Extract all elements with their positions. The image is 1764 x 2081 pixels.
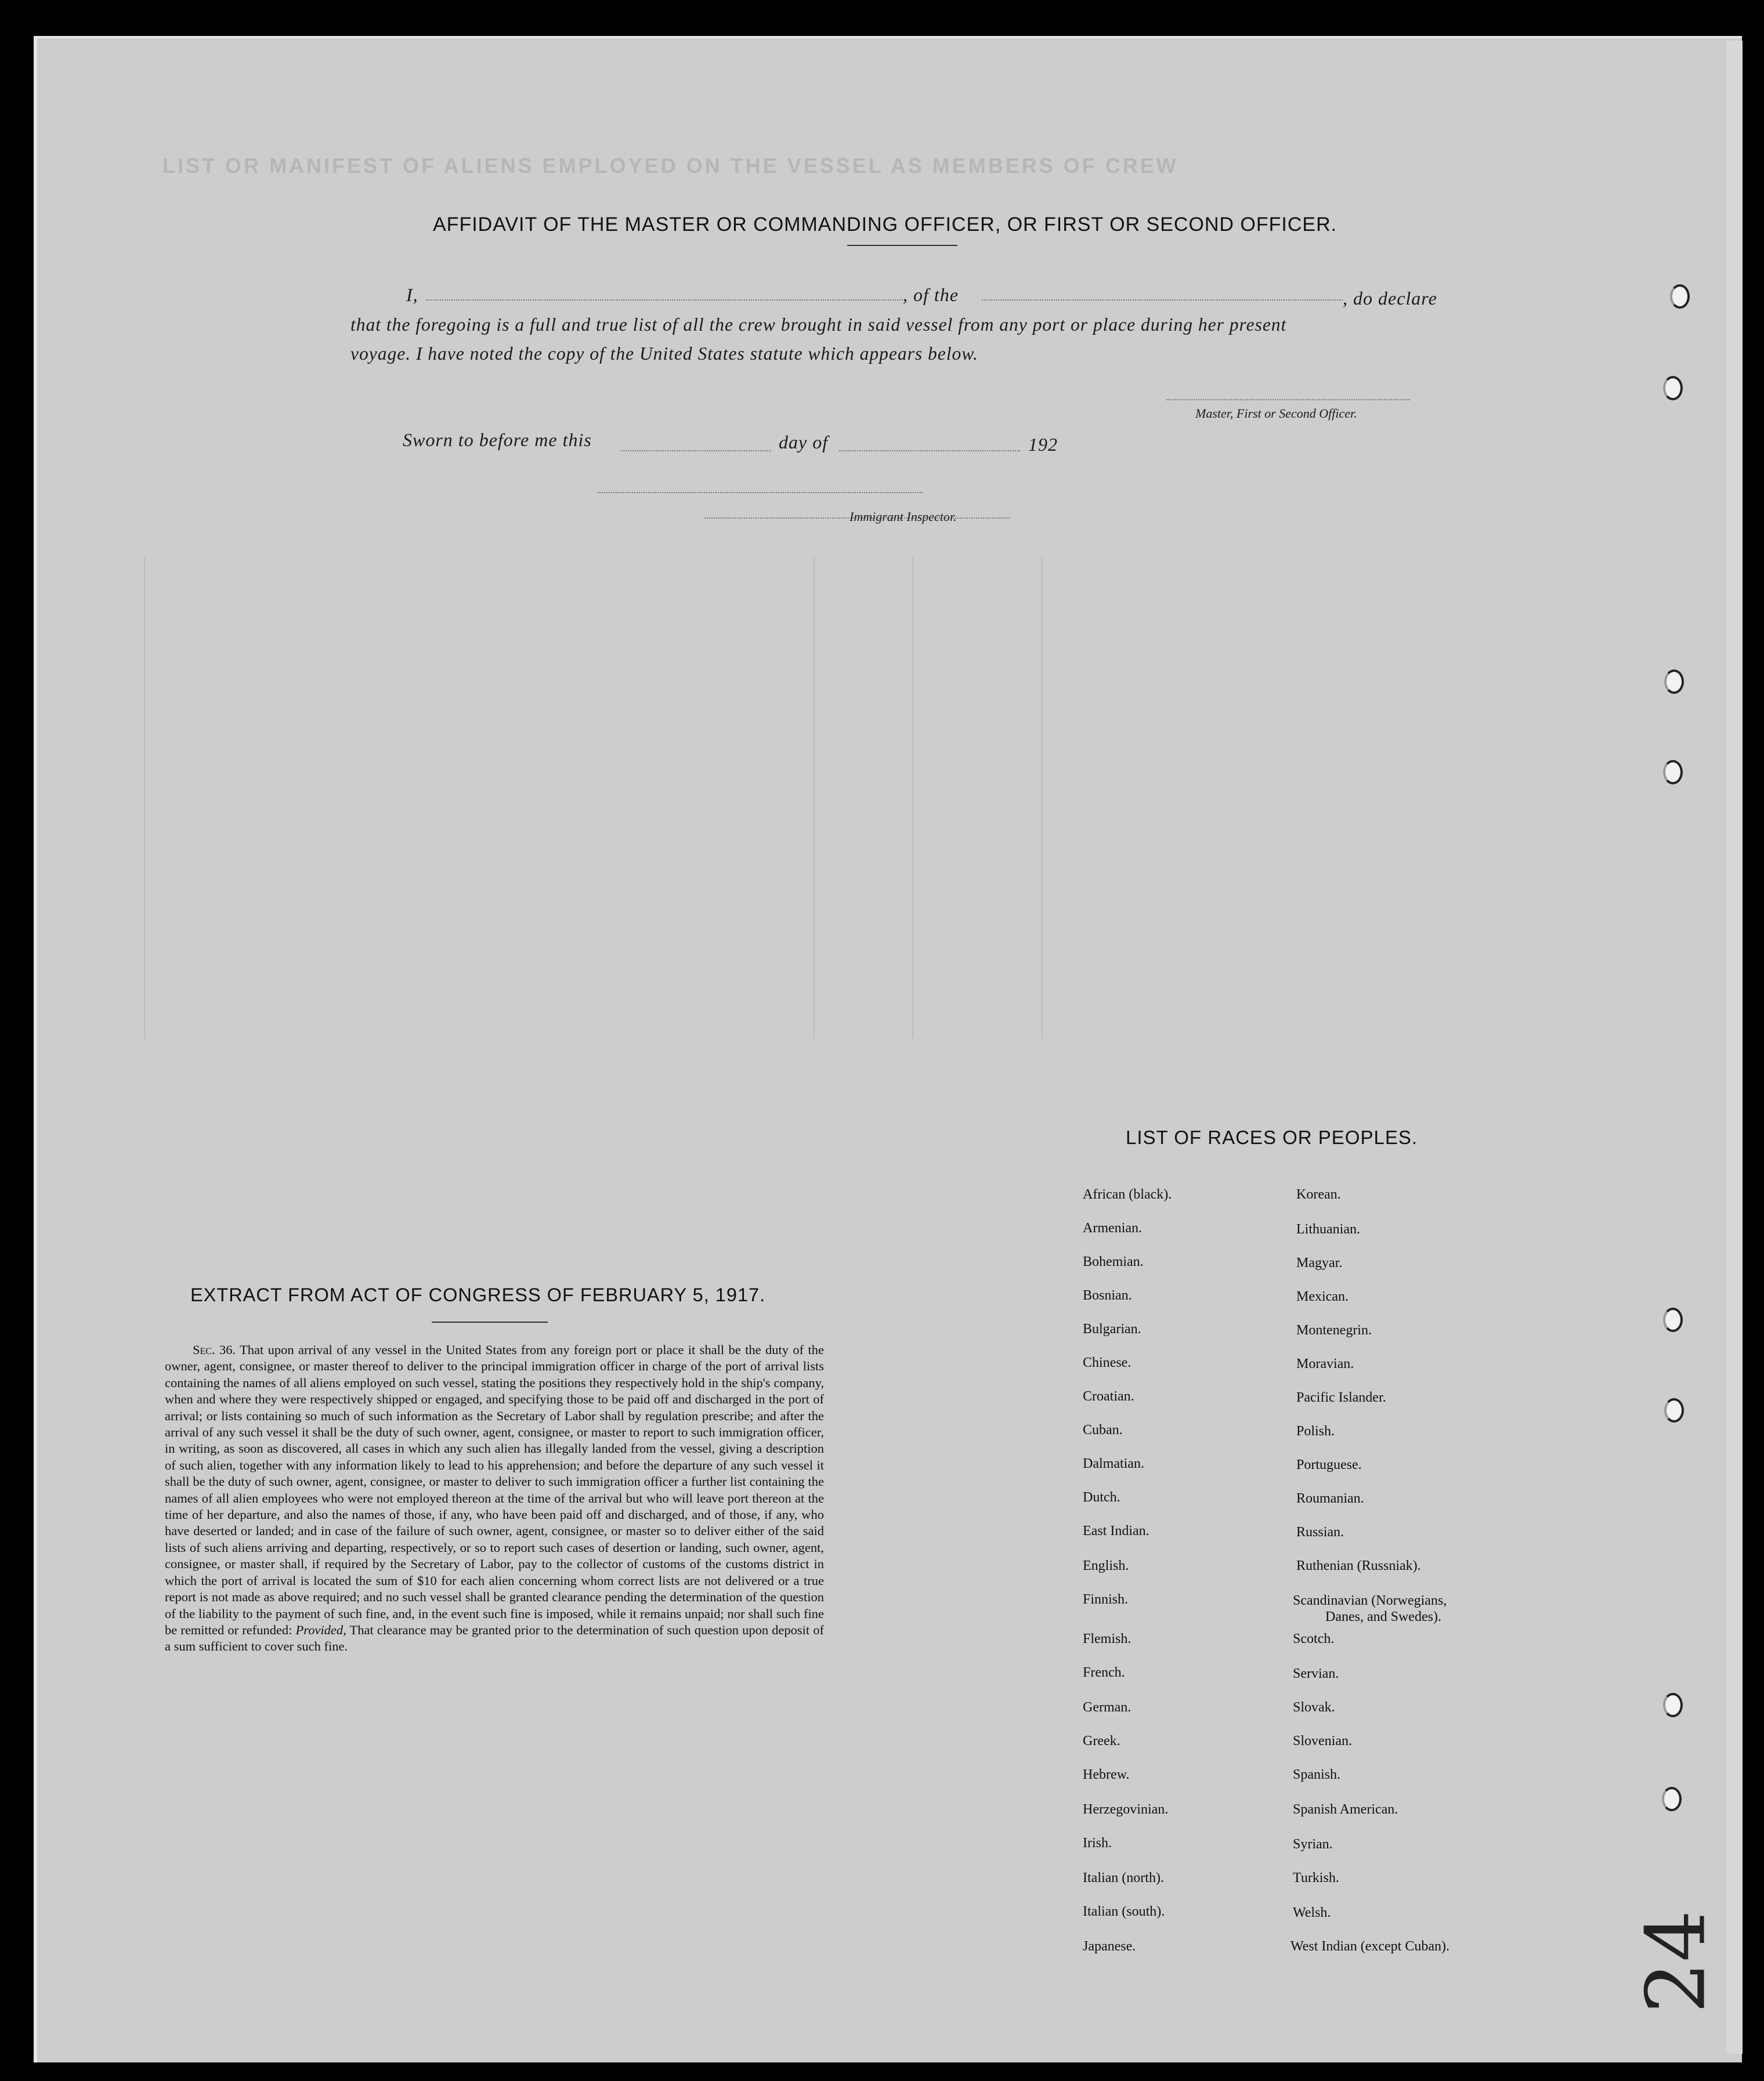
- handwritten-page-number: 24: [1629, 1910, 1724, 2014]
- race-item: Korean.: [1296, 1187, 1341, 1202]
- bleed-through-text: LIST OR MANIFEST OF ALIENS EMPLOYED ON THE VESSEL AS MEMBERS OF CREW: [162, 154, 1179, 178]
- binder-hole: [1664, 1398, 1684, 1423]
- race-item: Bohemian.: [1083, 1254, 1144, 1269]
- sworn-day-line: [621, 450, 771, 451]
- race-item: East Indian.: [1083, 1523, 1150, 1539]
- race-item: Portuguese.: [1296, 1457, 1362, 1472]
- binder-hole: [1662, 1787, 1682, 1811]
- document-page: [34, 36, 1742, 2062]
- binder-hole: [1670, 284, 1690, 309]
- race-item: French.: [1083, 1665, 1125, 1680]
- extract-text: That upon arrival of any vessel in the United States from any foreign port or place it shall be the duty of the owner, agent, consignee, or master thereof to deliver to the principal immigration officer in charge of the port of arrival lists containing the names of all aliens employed on such vessel, stating the positions they respectively hold in the ship's company, when and where they were respectively shipped or engaged, and specifying those to be paid off and discharged in the port of arrival; or lists containing so much of such information as the Secretary of Labor shall by regulation prescribe; and after the arrival of any such vessel it shall be the duty of such owner, agent, consignee, or master to report to such immigration officer, in writing, as soon as discovered, all cases in which any such alien has illegally landed from the vessel, giving a description of such alien, together with any information likely to lead to his apprehension; and before the departure of any such vessel it shall be the duty of such owner, agent, consignee, or master to deliver to such immigration officer a further list containing the names of all alien employees who were not employed thereon at the time of the arrival but who will leave port thereon at the time of her departure, and also the names of those, if any, who have been paid off and discharged, and of those, if any, who have deserted or landed; and in case of the failure of such owner, agent, consignee, or master so to deliver either of the said lists of such aliens arriving and departing, respectively, or so to report such cases of desertion or landing, such owner, agent, consignee, or master shall, if required by the Secretary of Labor, pay to the collector of customs of the customs district in which the port of arrival is located the sum of $10 for each alien concerning whom correct lists are not delivered or a true report is not made as above required; and no such vessel shall be granted clearance pending the determination of the question of the liability to the payment of such fine, and, in the event such fine is imposed, while it remains unpaid; nor shall such fine be remitted or refunded:: [165, 1342, 824, 1637]
- extract-title-rule: [432, 1322, 548, 1323]
- race-item: Slovak.: [1293, 1700, 1335, 1715]
- bleed-through-line: [1042, 557, 1043, 1038]
- race-item: African (black).: [1083, 1187, 1172, 1202]
- race-item: Servian.: [1293, 1666, 1339, 1681]
- bleed-through-line: [144, 557, 145, 1038]
- race-item: West Indian (except Cuban).: [1291, 1939, 1449, 1954]
- provided-label: Provided,: [295, 1622, 346, 1637]
- race-item: Hebrew.: [1083, 1767, 1130, 1782]
- race-item: Moravian.: [1296, 1356, 1354, 1371]
- race-item: Pacific Islander.: [1296, 1390, 1386, 1405]
- race-item: Herzegovinian.: [1083, 1802, 1169, 1817]
- race-item: Japanese.: [1083, 1939, 1136, 1954]
- race-item: Slovenian.: [1293, 1733, 1352, 1749]
- year-label: 192: [1028, 434, 1058, 455]
- race-item: Greek.: [1083, 1733, 1120, 1749]
- sworn-month-line: [839, 450, 1020, 451]
- race-item: Spanish American.: [1293, 1802, 1398, 1817]
- master-name-line: [426, 299, 903, 301]
- race-item: Spanish.: [1293, 1767, 1341, 1782]
- race-item: German.: [1083, 1700, 1132, 1715]
- race-item: Dutch.: [1083, 1490, 1120, 1505]
- race-item: Italian (south).: [1083, 1904, 1165, 1919]
- race-item: Finnish.: [1083, 1592, 1129, 1607]
- race-item: Croatian.: [1083, 1389, 1134, 1404]
- master-signature-line: [1166, 399, 1410, 400]
- binder-hole: [1663, 760, 1683, 784]
- race-item: English.: [1083, 1558, 1129, 1573]
- race-item: Bosnian.: [1083, 1288, 1132, 1303]
- binder-hole: [1663, 1693, 1683, 1717]
- race-item: Irish.: [1083, 1836, 1112, 1851]
- races-title: LIST OF RACES OR PEOPLES.: [1126, 1127, 1418, 1148]
- affidavit-do-declare: , do declare: [1343, 288, 1437, 309]
- inspector-label: Immigrant Inspector.: [850, 509, 957, 524]
- section-label: Sec. 36.: [193, 1342, 236, 1357]
- race-item: Magyar.: [1296, 1255, 1343, 1271]
- race-item: Russian.: [1296, 1525, 1344, 1540]
- race-item: Chinese.: [1083, 1355, 1132, 1370]
- affidavit-i: I,: [406, 284, 418, 305]
- binder-hole: [1663, 1308, 1683, 1332]
- race-item: Scandinavian (Norwegians,: [1293, 1593, 1447, 1608]
- affidavit-of-the: , of the: [903, 284, 959, 305]
- master-signature-label: Master, First or Second Officer.: [1195, 406, 1357, 421]
- race-item: Welsh.: [1293, 1905, 1331, 1920]
- race-item: Cuban.: [1083, 1423, 1123, 1438]
- affidavit-statement-line: voyage. I have noted the copy of the United States statute which appears below.: [350, 343, 978, 364]
- race-item: Roumanian.: [1296, 1491, 1364, 1506]
- affidavit-title-rule: [847, 245, 957, 246]
- extract-text: That clearance may be granted prior to the determination of such question upon deposit of a sum sufficient to cover such fine.: [165, 1622, 824, 1654]
- binder-hole: [1664, 669, 1684, 694]
- inspector-signature-line: [598, 492, 923, 493]
- extract-title: EXTRACT FROM ACT OF CONGRESS OF FEBRUARY 5, 1917.: [190, 1284, 766, 1305]
- race-item: Bulgarian.: [1083, 1322, 1141, 1337]
- binder-hole: [1663, 376, 1683, 400]
- race-item: Danes, and Swedes).: [1325, 1609, 1441, 1624]
- race-item: Dalmatian.: [1083, 1456, 1144, 1471]
- page-edge: [1726, 41, 1743, 2054]
- affidavit-title: AFFIDAVIT OF THE MASTER OR COMMANDING OFFICER, OR FIRST OR SECOND OFFICER.: [433, 213, 1338, 236]
- race-item: Armenian.: [1083, 1221, 1142, 1236]
- race-item: Lithuanian.: [1296, 1222, 1360, 1237]
- vessel-name-line: [982, 299, 1343, 301]
- bleed-through-line: [814, 557, 815, 1038]
- day-of-label: day of: [779, 432, 829, 453]
- sworn-label: Sworn to before me this: [403, 429, 592, 450]
- race-item: Turkish.: [1293, 1870, 1339, 1885]
- extract-body: [165, 1342, 824, 1655]
- race-item: Mexican.: [1296, 1289, 1349, 1304]
- race-item: Italian (north).: [1083, 1870, 1164, 1885]
- race-item: Scotch.: [1293, 1631, 1335, 1646]
- race-item: Flemish.: [1083, 1631, 1132, 1646]
- race-item: Polish.: [1296, 1424, 1335, 1439]
- race-item: Ruthenian (Russniak).: [1296, 1558, 1421, 1573]
- bleed-through-line: [912, 557, 913, 1038]
- race-item: Syrian.: [1293, 1837, 1333, 1852]
- race-item: Montenegrin.: [1296, 1323, 1372, 1338]
- affidavit-statement-line: that the foregoing is a full and true list of all the crew brought in said vessel from any port or place during her present: [350, 314, 1287, 335]
